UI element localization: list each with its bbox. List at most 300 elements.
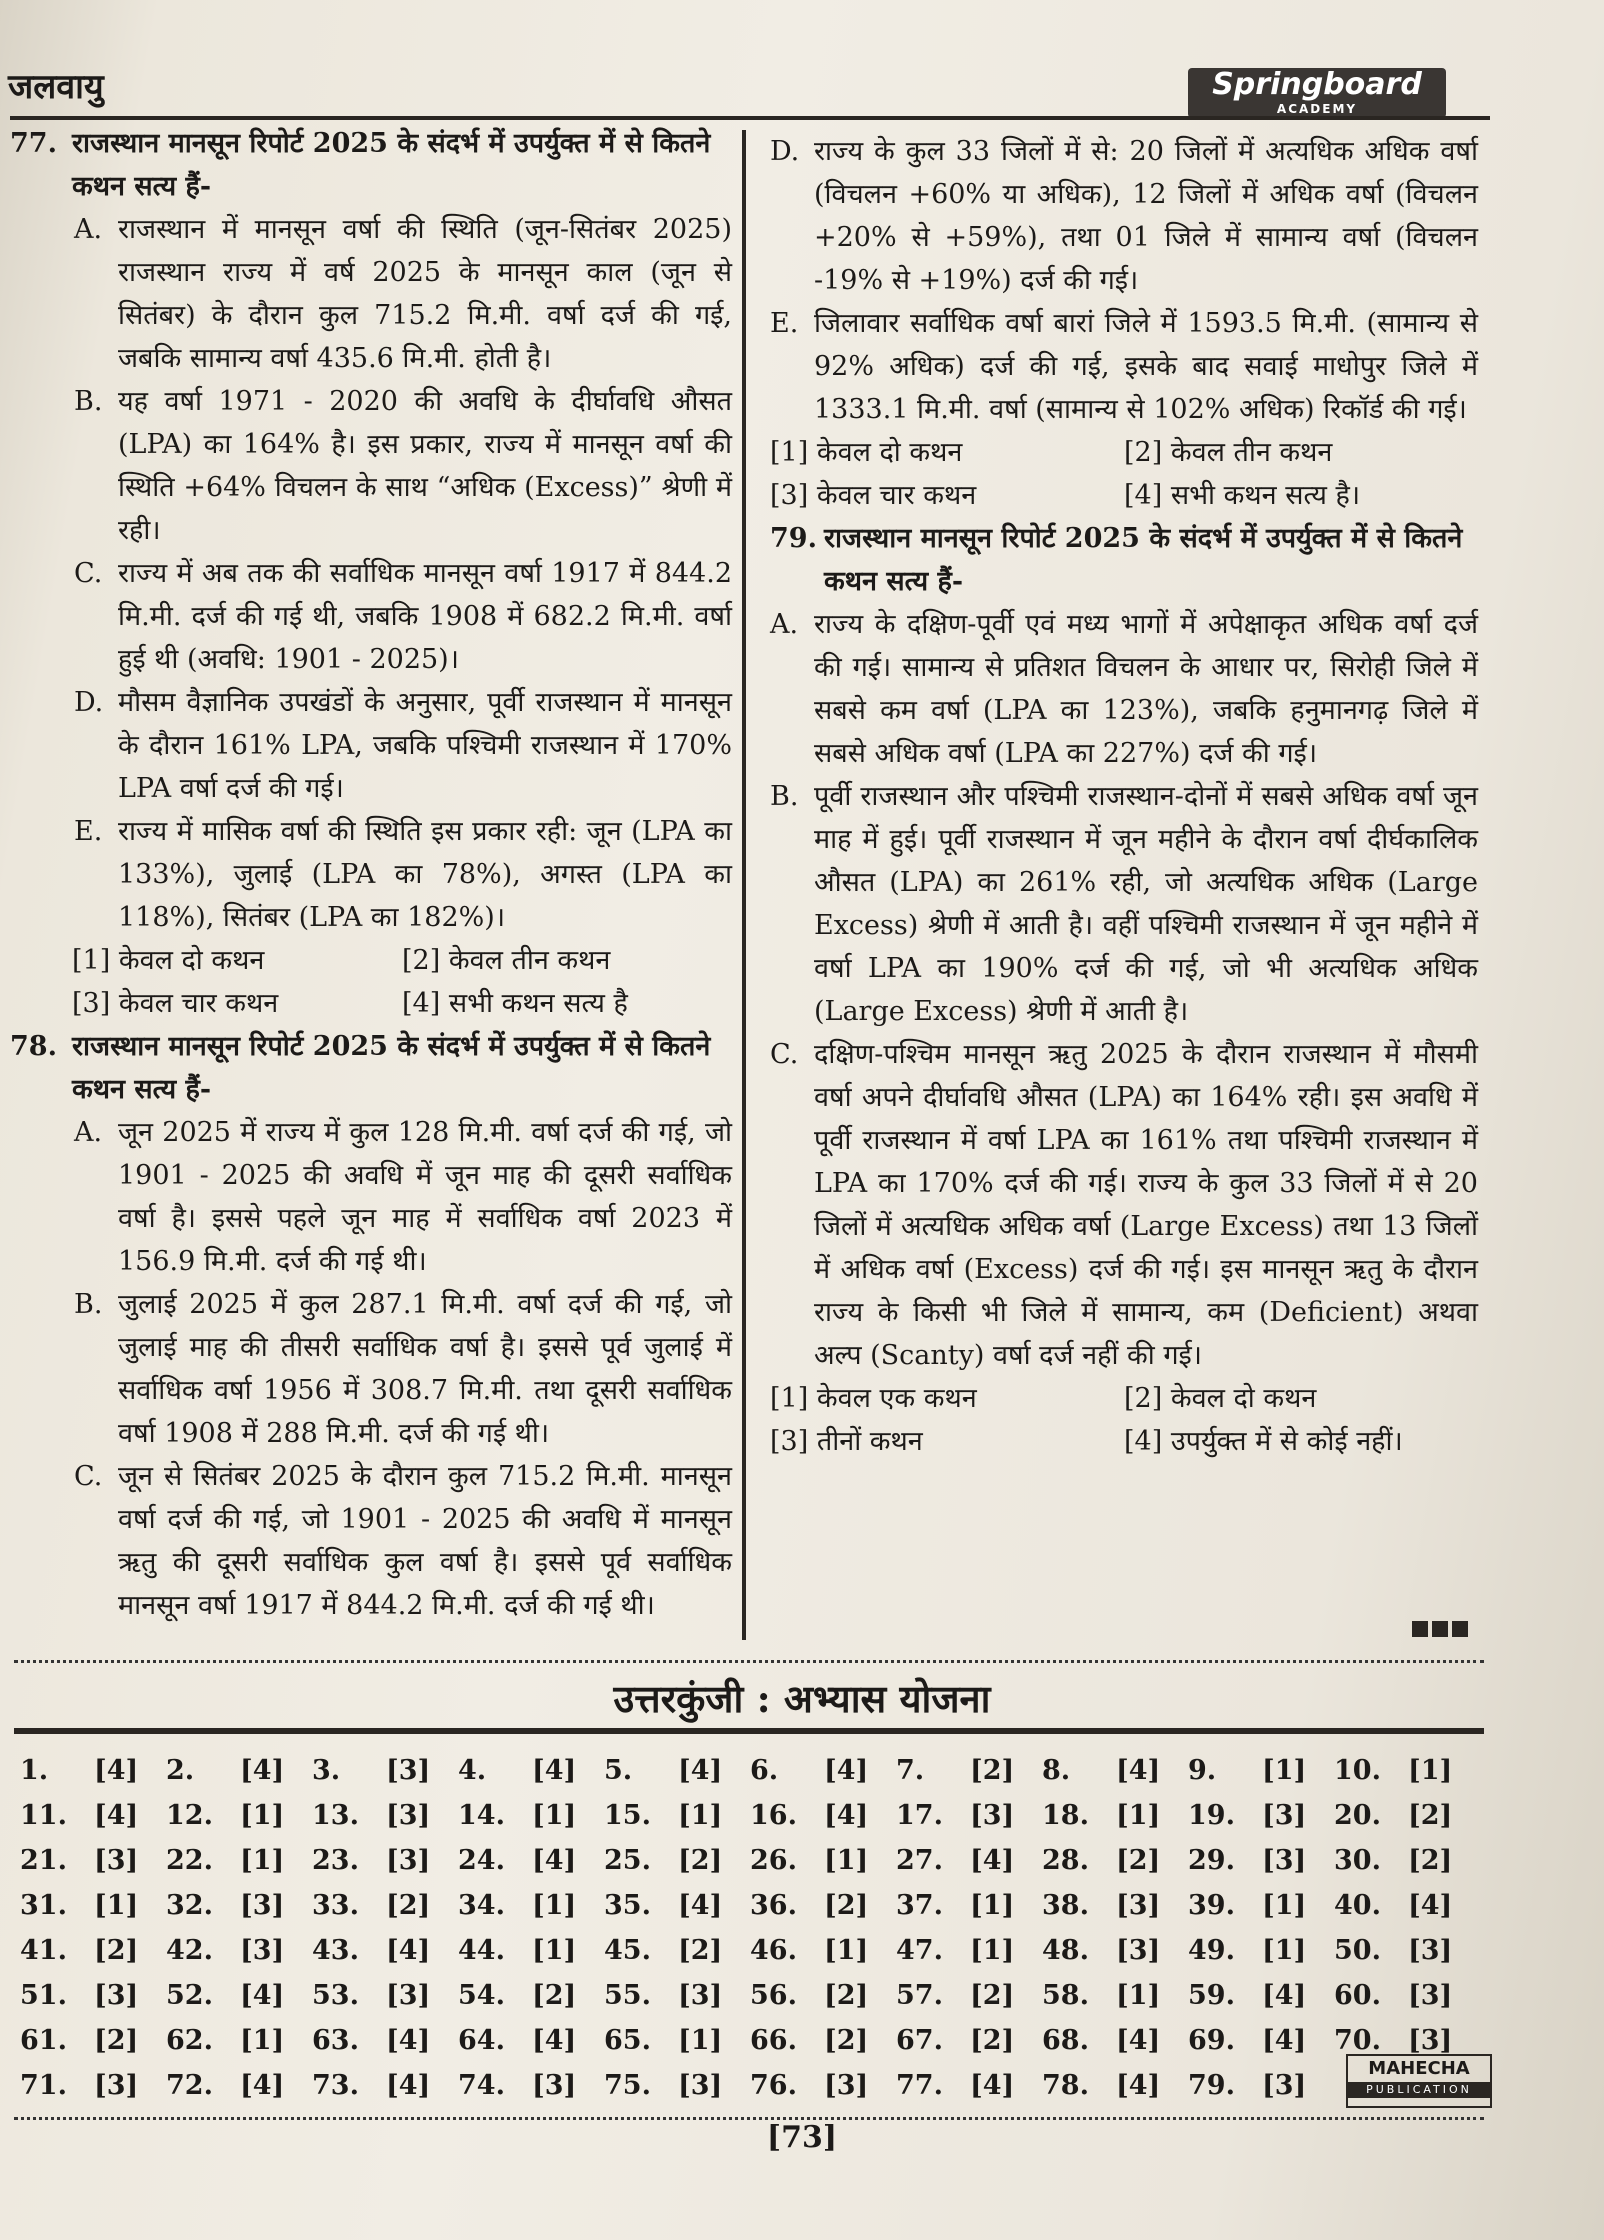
answer-cell <box>1334 1845 1480 1876</box>
answer-row <box>20 1793 1480 1838</box>
answer-question-number: 60. <box>1334 1980 1381 2011</box>
answer-cell <box>604 1890 750 1921</box>
header-rule <box>10 116 1490 120</box>
answer-value: [2] <box>1116 1845 1161 1876</box>
answer-cell <box>1334 1890 1480 1921</box>
page-number: [73] <box>766 2120 838 2155</box>
answer-cell <box>20 1755 166 1786</box>
answer-cell <box>604 1845 750 1876</box>
answer-question-number: 51. <box>20 1980 67 2011</box>
answer-cell <box>896 1890 1042 1921</box>
answer-cell <box>896 1800 1042 1831</box>
answer-value: [2] <box>970 1980 1015 2011</box>
answer-cell <box>20 1800 166 1831</box>
answer-question-number: 6. <box>750 1755 779 1786</box>
answer-value: [3] <box>1408 1935 1453 1966</box>
answer-question-number: 46. <box>750 1935 797 1966</box>
answer-value: [4] <box>970 2070 1015 2101</box>
statement <box>770 603 1478 775</box>
answer-question-number: 43. <box>312 1935 359 1966</box>
answer-row <box>20 2018 1480 2063</box>
answer-question-number: 42. <box>166 1935 213 1966</box>
question-number: 77. <box>10 128 57 159</box>
answer-cell <box>1188 1935 1334 1966</box>
answer-value: [1] <box>970 1890 1015 1921</box>
answer-value: [1] <box>532 1935 577 1966</box>
answer-cell <box>312 1890 458 1921</box>
option[interactable]: [4] सभी कथन सत्य है। <box>1124 480 1361 511</box>
answer-cell <box>1042 1980 1188 2011</box>
answer-cell <box>750 1935 896 1966</box>
answer-value: [4] <box>1116 1755 1161 1786</box>
answer-cell <box>1188 1800 1334 1831</box>
statement <box>770 1033 1478 1377</box>
answer-question-number: 79. <box>1188 2070 1235 2101</box>
statement <box>770 302 1478 431</box>
options <box>770 1377 1478 1463</box>
answer-value: [4] <box>532 1845 577 1876</box>
answer-question-number: 24. <box>458 1845 505 1876</box>
answer-question-number: 54. <box>458 1980 505 2011</box>
answer-value: [2] <box>532 1980 577 2011</box>
answer-value: [3] <box>386 1800 431 1831</box>
answer-value: [2] <box>94 2025 139 2056</box>
answer-cell <box>604 2070 750 2101</box>
statement-text: पूर्वी राजस्थान और पश्चिमी राजस्थान-दोनों में सबसे अधिक वर्षा जून माह में हुई। पूर्वी राजस्थान में जून महीने के दौरान वर्षा दीर्घकालिक औसत (LPA) का 261% रही, जो अत्यधिक अधिक (Large Excess) श्रेणी में आती है। वहीं पश्चिमी राजस्थान में जून महीने में वर्षा LPA का 190% दर्ज की गई, जो भी अत्यधिक अधिक (Large Excess) श्रेणी में आती है। <box>814 781 1478 1027</box>
answer-question-number: 18. <box>1042 1800 1089 1831</box>
option[interactable]: [3] केवल चार कथन <box>770 480 977 511</box>
answer-cell <box>166 1890 312 1921</box>
answer-value: [1] <box>240 1845 285 1876</box>
publisher-logo <box>1346 2054 1492 2108</box>
answer-cell <box>166 1845 312 1876</box>
brand-name: Springboard <box>1212 67 1422 102</box>
answer-question-number: 75. <box>604 2070 651 2101</box>
answer-cell <box>1334 1800 1480 1831</box>
question-number: 79. <box>770 523 817 554</box>
answer-question-number: 14. <box>458 1800 505 1831</box>
statement-label: C. <box>74 558 103 589</box>
answer-question-number: 1. <box>20 1755 49 1786</box>
answer-value: [2] <box>1408 1800 1453 1831</box>
answer-cell <box>166 1800 312 1831</box>
answer-question-number: 50. <box>1334 1935 1381 1966</box>
section-title: जलवायु <box>8 67 104 107</box>
answer-value: [4] <box>1262 1980 1307 2011</box>
option[interactable]: [2] केवल दो कथन <box>1124 1383 1317 1414</box>
answer-question-number: 37. <box>896 1890 943 1921</box>
answer-cell <box>312 1980 458 2011</box>
answer-value: [1] <box>970 1935 1015 1966</box>
answer-cell <box>458 1890 604 1921</box>
answer-cell <box>312 1755 458 1786</box>
statement-label: C. <box>74 1461 103 1492</box>
answer-question-number: 48. <box>1042 1935 1089 1966</box>
answer-cell <box>20 1935 166 1966</box>
statement-text: जिलावार सर्वाधिक वर्षा बारां जिले में 1593.5 मि.मी. (सामान्य से 92% अधिक) दर्ज की गई, इसके बाद सवाई माधोपुर जिले में 1333.1 मि.मी. वर्षा (सामान्य से 102% अधिक) रिकॉर्ड की गई। <box>814 308 1478 425</box>
publisher-sub: PUBLICATION <box>1348 2082 1490 2098</box>
answer-value: [1] <box>532 1800 577 1831</box>
answer-value: [1] <box>824 1935 869 1966</box>
brand-logo <box>1188 68 1446 118</box>
answer-value: [3] <box>678 1980 723 2011</box>
answer-value: [3] <box>1408 2025 1453 2056</box>
answer-row <box>20 1748 1480 1793</box>
answer-value: [1] <box>240 1800 285 1831</box>
answer-cell <box>166 1980 312 2011</box>
answer-value: [4] <box>1116 2070 1161 2101</box>
option[interactable]: [3] तीनों कथन <box>770 1426 923 1457</box>
statement-label: B. <box>770 781 799 812</box>
answer-row <box>20 1883 1480 1928</box>
answer-cell <box>1334 1935 1480 1966</box>
answer-question-number: 68. <box>1042 2025 1089 2056</box>
answer-value: [4] <box>970 1845 1015 1876</box>
answer-key-grid <box>20 1748 1480 2108</box>
option[interactable]: [1] केवल दो कथन <box>770 437 963 468</box>
answer-cell <box>166 2025 312 2056</box>
answer-value: [3] <box>240 1890 285 1921</box>
answer-value: [1] <box>240 2025 285 2056</box>
answer-cell <box>1042 1800 1188 1831</box>
answer-cell <box>1042 1845 1188 1876</box>
answer-value: [4] <box>240 2070 285 2101</box>
answer-question-number: 27. <box>896 1845 943 1876</box>
question-78 <box>10 1025 732 1627</box>
statement-text: मौसम वैज्ञानिक उपखंडों के अनुसार, पूर्वी राजस्थान में मानसून के दौरान 161% LPA, जबकि पश्चिमी राजस्थान में 170% LPA वर्षा दर्ज की गई। <box>118 687 732 804</box>
answer-value: [1] <box>1262 1755 1307 1786</box>
statement-text: राज्य के कुल 33 जिलों में से: 20 जिलों में अत्यधिक अधिक वर्षा (विचलन +60% या अधिक), 12 जिलों में अधिक वर्षा (विचलन +20% से +59%), तथा 01 जिले में सामान्य वर्षा (विचलन -19% से +19%) दर्ज की गई। <box>814 136 1478 296</box>
answer-value: [1] <box>678 2025 723 2056</box>
statement <box>10 208 732 380</box>
answer-value: [1] <box>94 1890 139 1921</box>
answer-cell <box>20 2070 166 2101</box>
answer-cell <box>896 1845 1042 1876</box>
answer-cell <box>1042 2070 1188 2101</box>
statement-label: E. <box>770 308 799 339</box>
statement-text: जुलाई 2025 में कुल 287.1 मि.मी. वर्षा दर्ज की गई, जो जुलाई माह की तीसरी सर्वाधिक वर्षा है। इससे पूर्व जुलाई में सर्वाधिक वर्षा 1956 में 308.7 मि.मी. तथा दूसरी सर्वाधिक वर्षा 1908 में 288 मि.मी. दर्ज की गई थी। <box>118 1289 732 1449</box>
answer-question-number: 44. <box>458 1935 505 1966</box>
answer-question-number: 22. <box>166 1845 213 1876</box>
column-divider <box>742 130 746 1640</box>
answer-value: [3] <box>1262 1800 1307 1831</box>
statement-text: राज्य के दक्षिण-पूर्वी एवं मध्य भागों में अपेक्षाकृत अधिक वर्षा दर्ज की गई। सामान्य से प्रतिशत विचलन के आधार पर, सिरोही जिले में सबसे कम वर्षा (LPA का 123%), जबकि हनुमानगढ़ जिले में सबसे अधिक वर्षा (LPA का 227%) दर्ज की गई। <box>814 609 1478 769</box>
statement-label: B. <box>74 1289 103 1320</box>
answer-question-number: 52. <box>166 1980 213 2011</box>
answer-cell <box>312 1800 458 1831</box>
answer-question-number: 58. <box>1042 1980 1089 2011</box>
answer-cell <box>750 1980 896 2011</box>
answer-question-number: 73. <box>312 2070 359 2101</box>
answer-value: [3] <box>1408 1980 1453 2011</box>
answer-value: [2] <box>94 1935 139 1966</box>
answer-question-number: 70. <box>1334 2025 1381 2056</box>
answer-cell <box>604 2025 750 2056</box>
answer-cell <box>1042 1890 1188 1921</box>
answer-question-number: 11. <box>20 1800 67 1831</box>
answer-value: [3] <box>824 2070 869 2101</box>
statement-label: A. <box>770 609 799 640</box>
answer-value: [3] <box>240 1935 285 1966</box>
answer-question-number: 56. <box>750 1980 797 2011</box>
answer-value: [2] <box>970 2025 1015 2056</box>
answer-question-number: 16. <box>750 1800 797 1831</box>
answer-question-number: 59. <box>1188 1980 1235 2011</box>
statement-text: राज्य में अब तक की सर्वाधिक मानसून वर्षा 1917 में 844.2 मि.मी. दर्ज की गई थी, जबकि 1908 में 682.2 मि.मी. वर्षा हुई थी (अवधि: 1901 - 2025)। <box>118 558 732 675</box>
answer-value: [3] <box>1262 2070 1307 2101</box>
answer-cell <box>896 1935 1042 1966</box>
option[interactable]: [1] केवल दो कथन <box>72 945 265 976</box>
answer-value: [2] <box>678 1935 723 1966</box>
left-column <box>10 122 732 1627</box>
statement <box>770 775 1478 1033</box>
answer-question-number: 40. <box>1334 1890 1381 1921</box>
answer-value: [4] <box>678 1890 723 1921</box>
answer-question-number: 47. <box>896 1935 943 1966</box>
answer-value: [2] <box>678 1845 723 1876</box>
question-77 <box>10 122 732 1025</box>
answer-cell <box>312 1845 458 1876</box>
answer-cell <box>896 1755 1042 1786</box>
answer-cell <box>604 1935 750 1966</box>
answer-value: [2] <box>970 1755 1015 1786</box>
answer-cell <box>20 1980 166 2011</box>
question-79 <box>770 517 1478 1463</box>
answer-question-number: 71. <box>20 2070 67 2101</box>
answer-cell <box>458 1935 604 1966</box>
answer-cell <box>458 1845 604 1876</box>
end-marks <box>1408 1618 1468 1642</box>
question-prompt: राजस्थान मानसून रिपोर्ट 2025 के संदर्भ में उपर्युक्त में से कितने कथन सत्य हैं- <box>72 128 711 202</box>
answer-value: [4] <box>678 1755 723 1786</box>
answer-question-number: 63. <box>312 2025 359 2056</box>
answer-value: [4] <box>240 1755 285 1786</box>
answer-cell <box>1188 1845 1334 1876</box>
answer-value: [3] <box>94 1845 139 1876</box>
statement-text: राज्य में मासिक वर्षा की स्थिति इस प्रकार रही: जून (LPA का 133%), जुलाई (LPA का 78%), अगस्त (LPA का 118%), सितंबर (LPA का 182%)। <box>118 816 732 933</box>
answer-cell <box>604 1755 750 1786</box>
answer-question-number: 25. <box>604 1845 651 1876</box>
answer-value: [4] <box>386 2070 431 2101</box>
answer-question-number: 2. <box>166 1755 195 1786</box>
answer-value: [3] <box>386 1755 431 1786</box>
answer-question-number: 8. <box>1042 1755 1071 1786</box>
answer-value: [4] <box>94 1755 139 1786</box>
answer-question-number: 13. <box>312 1800 359 1831</box>
answer-question-number: 20. <box>1334 1800 1381 1831</box>
answer-cell <box>20 1890 166 1921</box>
answer-cell <box>896 2025 1042 2056</box>
answer-question-number: 29. <box>1188 1845 1235 1876</box>
answer-value: [1] <box>1116 1980 1161 2011</box>
answer-cell <box>312 2025 458 2056</box>
statement-text: जून से सितंबर 2025 के दौरान कुल 715.2 मि.मी. मानसून वर्षा दर्ज की गई, जो 1901 - 2025 की अवधि में मानसून ऋतु की दूसरी सर्वाधिक कुल वर्षा है। इससे पूर्व सर्वाधिक मानसून वर्षा 1917 में 844.2 मि.मी. दर्ज की गई थी। <box>118 1461 732 1621</box>
answer-value: [1] <box>678 1800 723 1831</box>
answer-question-number: 26. <box>750 1845 797 1876</box>
answer-cell <box>458 2070 604 2101</box>
statement <box>770 130 1478 302</box>
answer-value: [4] <box>1262 2025 1307 2056</box>
answer-value: [4] <box>1408 1890 1453 1921</box>
option[interactable]: [3] केवल चार कथन <box>72 988 279 1019</box>
answer-value: [1] <box>1262 1890 1307 1921</box>
answer-cell <box>458 2025 604 2056</box>
statement-text: यह वर्षा 1971 - 2020 की अवधि के दीर्घावधि औसत (LPA) का 164% है। इस प्रकार, राज्य में मानसून वर्षा की स्थिति +64% विचलन के साथ “अधिक (Excess)” श्रेणी में रही। <box>118 386 732 546</box>
answer-question-number: 19. <box>1188 1800 1235 1831</box>
publisher-name: MAHECHA <box>1368 2058 1470 2079</box>
answer-value: [4] <box>1116 2025 1161 2056</box>
answer-question-number: 32. <box>166 1890 213 1921</box>
answer-question-number: 10. <box>1334 1755 1381 1786</box>
answer-value: [4] <box>94 1800 139 1831</box>
answer-value: [3] <box>1116 1935 1161 1966</box>
statement-label: A. <box>74 1117 103 1148</box>
answer-value: [2] <box>824 1980 869 2011</box>
answer-cell <box>604 1800 750 1831</box>
answer-question-number: 30. <box>1334 1845 1381 1876</box>
answer-question-number: 67. <box>896 2025 943 2056</box>
statement <box>10 380 732 552</box>
answer-question-number: 31. <box>20 1890 67 1921</box>
answer-question-number: 12. <box>166 1800 213 1831</box>
answer-cell <box>750 1800 896 1831</box>
answer-value: [3] <box>1116 1890 1161 1921</box>
statement <box>10 1455 732 1627</box>
option[interactable]: [1] केवल एक कथन <box>770 1383 977 1414</box>
answer-value: [4] <box>532 1755 577 1786</box>
answer-question-number: 69. <box>1188 2025 1235 2056</box>
answer-question-number: 66. <box>750 2025 797 2056</box>
answer-cell <box>458 1755 604 1786</box>
statement-label: D. <box>74 687 104 718</box>
answer-question-number: 33. <box>312 1890 359 1921</box>
answer-question-number: 45. <box>604 1935 651 1966</box>
options <box>770 431 1478 517</box>
answer-value: [3] <box>970 1800 1015 1831</box>
answer-question-number: 77. <box>896 2070 943 2101</box>
statement-label: B. <box>74 386 103 417</box>
answer-question-number: 28. <box>1042 1845 1089 1876</box>
answer-question-number: 7. <box>896 1755 925 1786</box>
answer-key-title: उत्तरकुंजी : अभ्यास योजना <box>613 1676 991 1721</box>
answer-cell <box>458 1800 604 1831</box>
statement <box>10 810 732 939</box>
statement <box>10 552 732 681</box>
answer-cell <box>1334 1980 1480 2011</box>
answer-cell <box>312 1935 458 1966</box>
answer-cell <box>1042 2025 1188 2056</box>
answer-question-number: 72. <box>166 2070 213 2101</box>
answer-value: [3] <box>532 2070 577 2101</box>
answer-value: [3] <box>678 2070 723 2101</box>
option[interactable]: [2] केवल तीन कथन <box>1124 437 1333 468</box>
brand-sub: ACADEMY <box>1276 102 1358 116</box>
answer-value: [1] <box>1116 1800 1161 1831</box>
answer-value: [2] <box>386 1890 431 1921</box>
answer-cell <box>896 2070 1042 2101</box>
right-column <box>770 130 1478 1463</box>
option[interactable]: [4] उपर्युक्त में से कोई नहीं। <box>1124 1426 1403 1457</box>
answer-question-number: 3. <box>312 1755 341 1786</box>
answer-question-number: 41. <box>20 1935 67 1966</box>
answer-cell <box>1188 1980 1334 2011</box>
answer-value: [4] <box>824 1755 869 1786</box>
answer-question-number: 5. <box>604 1755 633 1786</box>
answer-cell <box>1042 1935 1188 1966</box>
answer-row <box>20 1973 1480 2018</box>
answer-value: [1] <box>824 1845 869 1876</box>
answer-question-number: 34. <box>458 1890 505 1921</box>
answer-question-number: 65. <box>604 2025 651 2056</box>
answer-value: [2] <box>1408 1845 1453 1876</box>
statement-text: जून 2025 में राज्य में कुल 128 मि.मी. वर्षा दर्ज की गई, जो 1901 - 2025 की अवधि में जून माह की दूसरी सर्वाधिक वर्षा है। इससे पहले जून माह में सर्वाधिक वर्षा 2023 में 156.9 मि.मी. दर्ज की गई थी। <box>118 1117 732 1277</box>
answer-value: [1] <box>532 1890 577 1921</box>
statement-label: E. <box>74 816 103 847</box>
answer-cell <box>1334 1755 1480 1786</box>
answer-question-number: 23. <box>312 1845 359 1876</box>
answer-question-number: 39. <box>1188 1890 1235 1921</box>
answer-value: [4] <box>386 2025 431 2056</box>
answer-value: [2] <box>824 1890 869 1921</box>
answer-value: [4] <box>532 2025 577 2056</box>
answer-question-number: 9. <box>1188 1755 1217 1786</box>
answer-value: [3] <box>386 1980 431 2011</box>
answer-question-number: 49. <box>1188 1935 1235 1966</box>
answer-row <box>20 2063 1480 2108</box>
options <box>10 939 732 1025</box>
answer-cell <box>166 2070 312 2101</box>
answer-value: [3] <box>94 1980 139 2011</box>
answer-value: [1] <box>1408 1755 1453 1786</box>
answer-cell <box>750 1755 896 1786</box>
answer-cell <box>166 1935 312 1966</box>
option[interactable]: [4] सभी कथन सत्य है <box>402 988 628 1019</box>
answer-cell <box>1188 1755 1334 1786</box>
answer-question-number: 38. <box>1042 1890 1089 1921</box>
answer-question-number: 17. <box>896 1800 943 1831</box>
answer-value: [3] <box>94 2070 139 2101</box>
option[interactable]: [2] केवल तीन कथन <box>402 945 611 976</box>
answer-cell <box>458 1980 604 2011</box>
answer-question-number: 55. <box>604 1980 651 2011</box>
answer-value: [2] <box>824 2025 869 2056</box>
answer-question-number: 78. <box>1042 2070 1089 2101</box>
answer-cell <box>750 2025 896 2056</box>
answer-cell <box>1188 2025 1334 2056</box>
answer-key-rule <box>14 1728 1484 1734</box>
statement <box>10 681 732 810</box>
answer-cell <box>20 2025 166 2056</box>
answer-question-number: 76. <box>750 2070 797 2101</box>
statement-label: A. <box>74 214 103 245</box>
answer-question-number: 61. <box>20 2025 67 2056</box>
answer-question-number: 74. <box>458 2070 505 2101</box>
answer-row <box>20 1838 1480 1883</box>
answer-question-number: 62. <box>166 2025 213 2056</box>
statement-label: D. <box>770 136 800 167</box>
statement-text: दक्षिण-पश्चिम मानसून ऋतु 2025 के दौरान राजस्थान में मौसमी वर्षा अपने दीर्घावधि औसत (LPA) का 164% रही। इस अवधि में पूर्वी राजस्थान में वर्षा LPA का 161% तथा पश्चिमी राजस्थान में LPA का 170% दर्ज की गई। राज्य के कुल 33 जिलों में से 20 जिलों में अत्यधिक अधिक वर्षा (Large Excess) तथा 13 जिलों में अधिक वर्षा (Excess) दर्ज की गई। इस मानसून ऋतु के दौरान राज्य के किसी भी जिले में सामान्य, कम (Deficient) अथवा अल्प (Scanty) वर्षा दर्ज नहीं की गई। <box>814 1039 1478 1371</box>
answer-cell <box>604 1980 750 2011</box>
answer-cell <box>1188 1890 1334 1921</box>
answer-cell <box>1334 2025 1480 2056</box>
statement-text: राजस्थान में मानसून वर्षा की स्थिति (जून-सितंबर 2025) राजस्थान राज्य में वर्ष 2025 के मानसून काल (जून से सितंबर) के दौरान कुल 715.2 मि.मी. वर्षा दर्ज की गई, जबकि सामान्य वर्षा 435.6 मि.मी. होती है। <box>118 214 732 374</box>
answer-row <box>20 1928 1480 1973</box>
statement <box>10 1111 732 1283</box>
answer-cell <box>1042 1755 1188 1786</box>
answer-value: [4] <box>824 1800 869 1831</box>
answer-question-number: 36. <box>750 1890 797 1921</box>
answer-question-number: 53. <box>312 1980 359 2011</box>
